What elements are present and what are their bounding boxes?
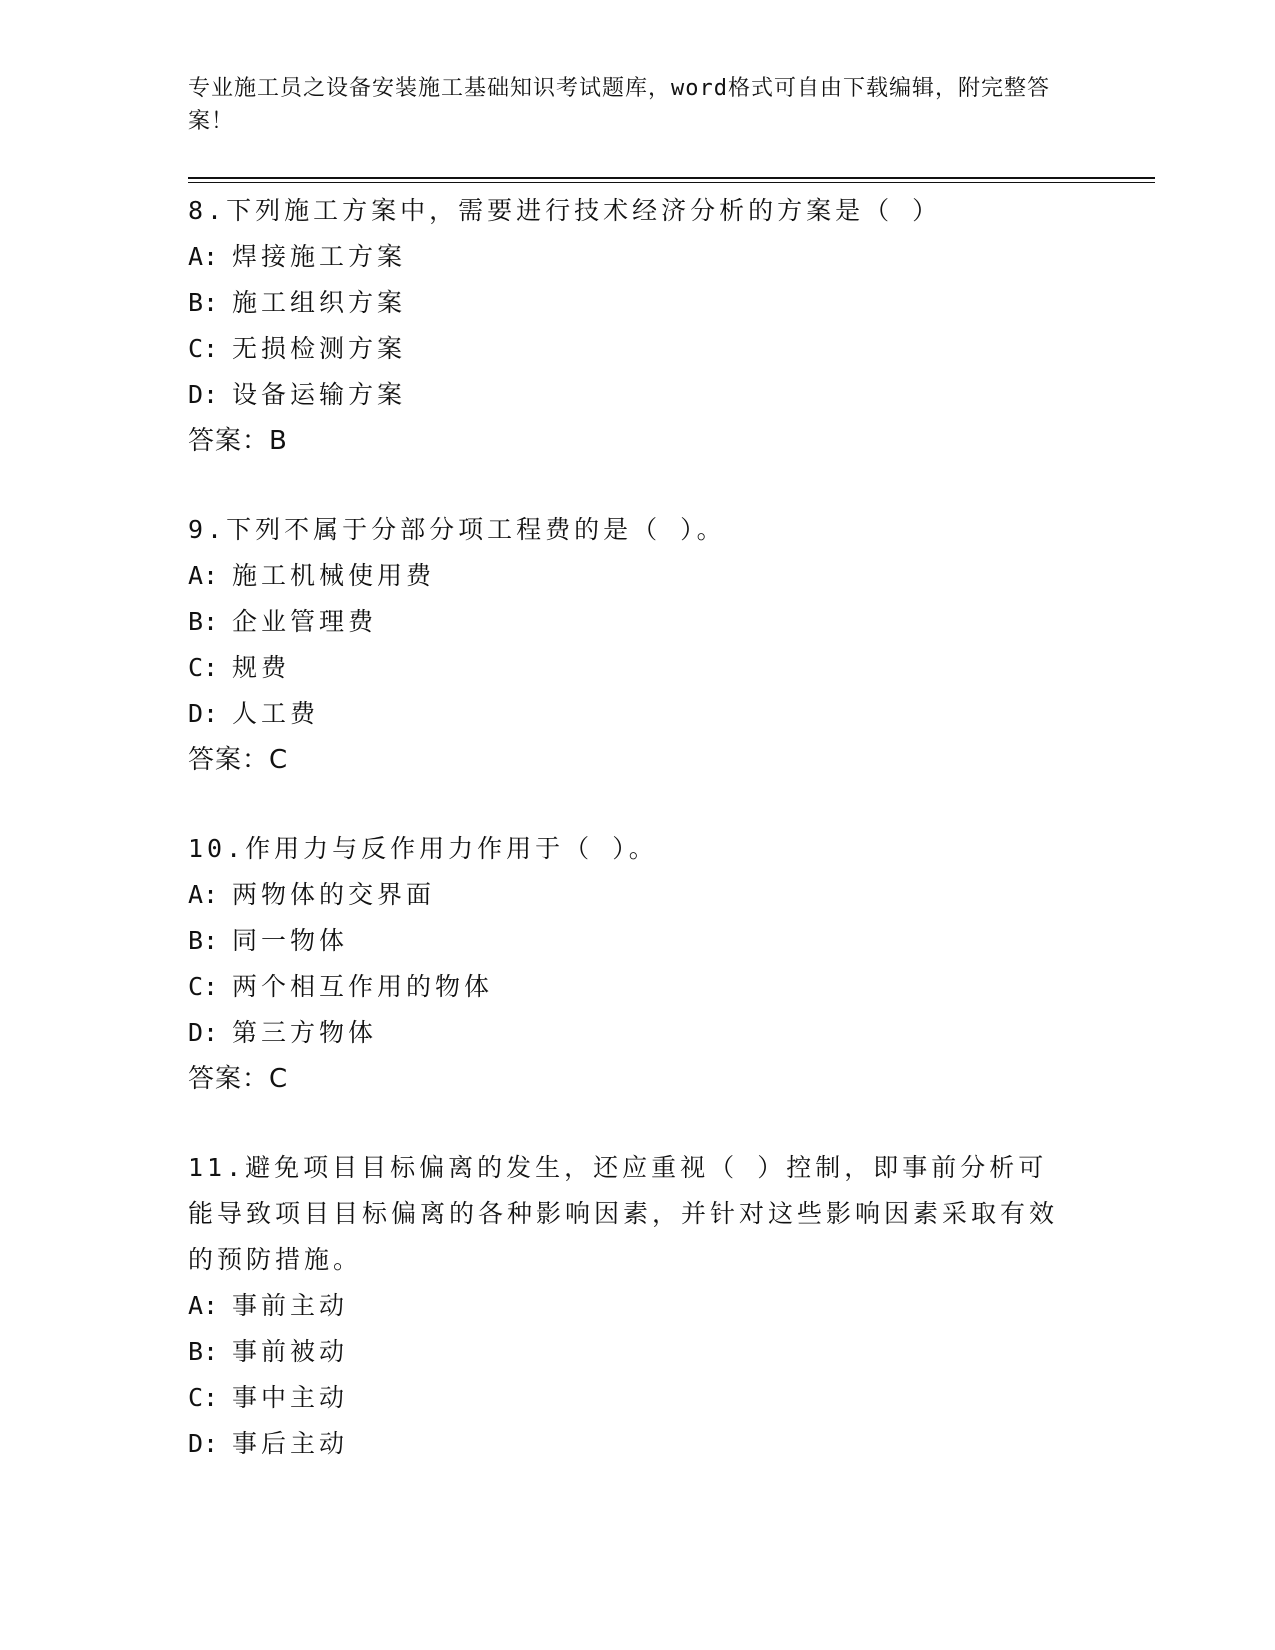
option-text: 企业管理费 [232, 607, 378, 636]
option-letter: C: [188, 653, 219, 682]
question-stem: 9.下列不属于分部分项工程费的是（ ）。 [188, 515, 726, 544]
option-b [188, 918, 1068, 964]
option-letter: B: [188, 926, 219, 955]
option-text: 两个相互作用的物体 [232, 972, 494, 1001]
option-letter: B: [188, 1337, 219, 1366]
option-letter: A: [188, 561, 219, 590]
question-list [188, 188, 1068, 1510]
option-text: 人工费 [232, 699, 320, 728]
option-letter: D: [188, 380, 219, 409]
question-8 [188, 188, 1068, 464]
option-text: 施工机械使用费 [232, 561, 436, 590]
option-letter: C: [188, 1383, 219, 1412]
option-c [188, 1375, 1068, 1421]
question-stem: 10.作用力与反作用力作用于（ ）。 [188, 834, 658, 863]
option-a [188, 553, 1068, 599]
option-text: 无损检测方案 [232, 334, 407, 363]
option-text: 同一物体 [232, 926, 349, 955]
document-header: 专业施工员之设备安装施工基础知识考试题库，word格式可自由下载编辑，附完整答案！ [188, 76, 1050, 134]
option-text: 施工组织方案 [232, 288, 407, 317]
option-d [188, 372, 1068, 418]
header-divider-thin [188, 182, 1155, 183]
option-text: 两物体的交界面 [232, 880, 436, 909]
option-d [188, 1421, 1068, 1467]
option-text: 规费 [232, 653, 291, 682]
option-a [188, 1283, 1068, 1329]
option-text: 设备运输方案 [232, 380, 407, 409]
question-stem: 8.下列施工方案中，需要进行技术经济分析的方案是（ ） [188, 196, 942, 225]
answer-line: 答案：C [188, 745, 289, 775]
option-letter: C: [188, 334, 219, 363]
option-text: 焊接施工方案 [232, 242, 407, 271]
answer-line: 答案：B [188, 426, 288, 456]
option-a [188, 872, 1068, 918]
option-c [188, 964, 1068, 1010]
question-stem: 11.避免项目目标偏离的发生，还应重视（ ）控制，即事前分析可能导致项目目标偏离的各种影响因素，并针对这些影响因素采取有效的预防措施。 [188, 1153, 1059, 1274]
option-text: 事后主动 [232, 1429, 349, 1458]
option-b [188, 280, 1068, 326]
option-a [188, 234, 1068, 280]
option-b [188, 599, 1068, 645]
option-letter: B: [188, 607, 219, 636]
option-b [188, 1329, 1068, 1375]
option-letter: C: [188, 972, 219, 1001]
option-d [188, 1010, 1068, 1056]
option-letter: A: [188, 242, 219, 271]
option-text: 第三方物体 [232, 1018, 378, 1047]
option-c [188, 326, 1068, 372]
option-letter: A: [188, 880, 219, 909]
option-letter: A: [188, 1291, 219, 1320]
option-text: 事中主动 [232, 1383, 349, 1412]
option-letter: D: [188, 1018, 219, 1047]
header-divider-thick [188, 177, 1155, 179]
option-letter: D: [188, 699, 219, 728]
option-text: 事前被动 [232, 1337, 349, 1366]
question-10 [188, 826, 1068, 1102]
option-c [188, 645, 1068, 691]
option-d [188, 691, 1068, 737]
answer-line: 答案：C [188, 1064, 289, 1094]
option-letter: B: [188, 288, 219, 317]
question-9 [188, 507, 1068, 783]
option-text: 事前主动 [232, 1291, 349, 1320]
option-letter: D: [188, 1429, 219, 1458]
question-11 [188, 1145, 1068, 1467]
